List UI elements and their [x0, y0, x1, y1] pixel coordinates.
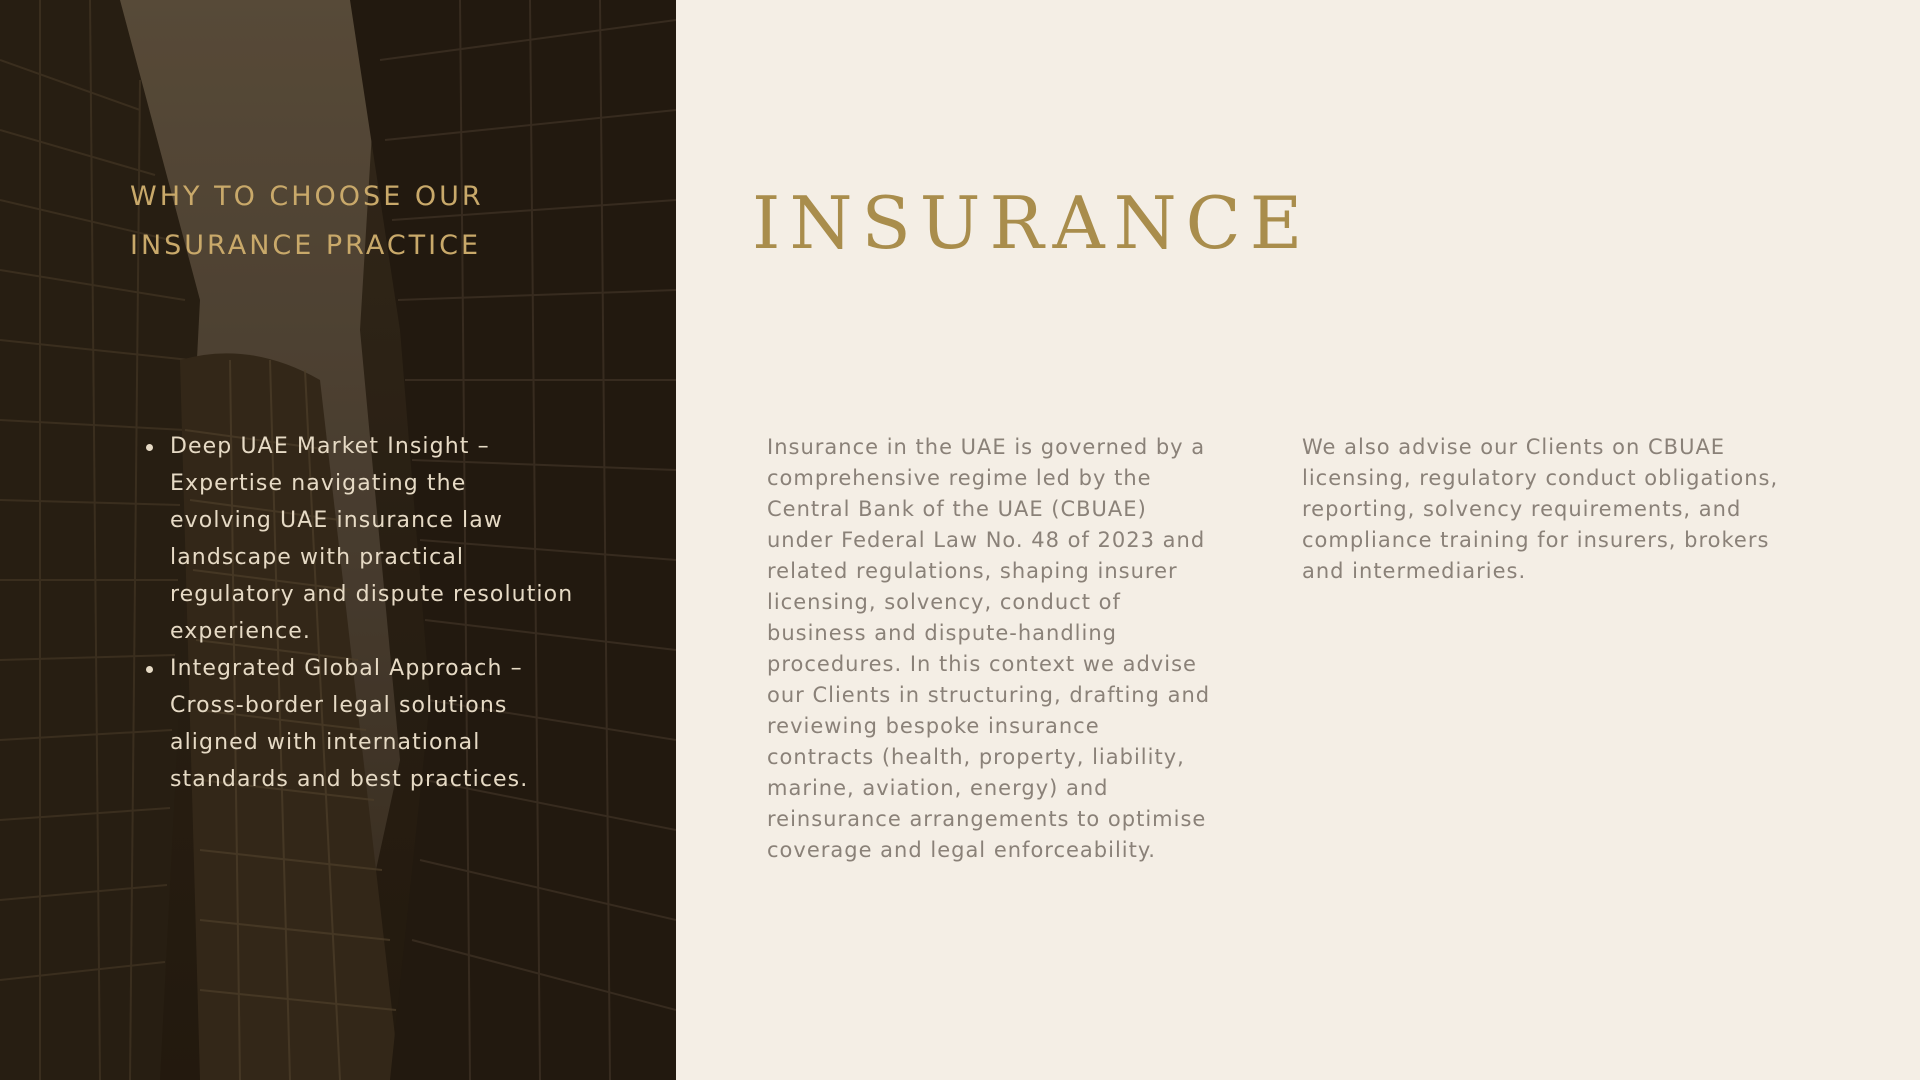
body-paragraph-1: Insurance in the UAE is governed by a comprehensive regime led by the Central Bank of the UAE (CBUAE) under Federal Law No. 48 of 2023 and related regulations, shaping insurer licensing, solvency, conduct of business and dispute-handling procedures. In this context we advise our Clients in structuring, drafting and reviewing bespoke insurance contracts (health, property, liability, marine, aviation, energy) and reinsurance arrangements to optimise coverage and legal enforceability.	[767, 435, 1211, 862]
benefit-item-market-insight: Deep UAE Market Insight – Expertise navigating the evolving UAE insurance law landscape with practical regulatory and dispute resolution experience.	[144, 428, 574, 650]
section-heading-line-2: INSURANCE PRACTICE	[130, 230, 482, 261]
benefit-item-global-approach: Integrated Global Approach – Cross-border legal solutions aligned with international standards and best practices.	[144, 650, 574, 798]
section-heading	[130, 172, 650, 270]
section-heading-line-1: WHY TO CHOOSE OUR	[130, 181, 484, 212]
hero-image-panel	[0, 0, 676, 1080]
benefits-list	[144, 428, 574, 798]
body-paragraph-2: We also advise our Clients on CBUAE licensing, regulatory conduct obligations, reporting, solvency requirements, and compliance training for insurers, brokers and intermediaries.	[1302, 435, 1779, 583]
page-title: INSURANCE	[752, 181, 1312, 265]
